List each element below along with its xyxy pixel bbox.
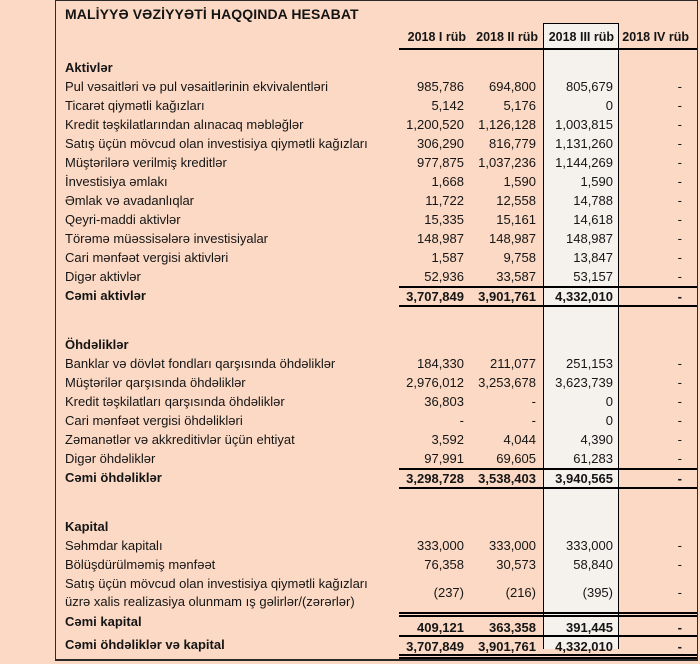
value-cell: 3,538,403 (478, 471, 536, 486)
value-cell: 61,283 (573, 451, 613, 466)
table-row (56, 229, 697, 248)
row-label: Törəmə müəssisələrə investisiyalar (65, 231, 269, 246)
row-label (56, 574, 399, 612)
value-cell: 11,722 (425, 193, 464, 208)
value-cell: 333,000 (489, 538, 536, 553)
value-cell: 251,153 (566, 356, 613, 371)
table-row (56, 153, 697, 172)
value-cell: - (677, 471, 682, 486)
value-cell: 409,121 (417, 620, 464, 635)
table-row (56, 134, 697, 153)
value-cell: - (677, 98, 682, 113)
value-cell: 977,875 (417, 155, 464, 170)
value-cell: 5,142 (431, 98, 464, 113)
value-cell: 58,840 (573, 557, 613, 572)
row-values (399, 248, 697, 267)
value-cell: 97,991 (424, 451, 464, 466)
row-values (399, 286, 697, 307)
column-header: 2018 II rüb (476, 30, 538, 44)
table-row (56, 392, 697, 411)
table-row (56, 574, 697, 612)
value-cell: (216) (505, 585, 536, 600)
column-header: 2018 III rüb (548, 30, 614, 44)
value-cell: 4,332,010 (555, 289, 613, 304)
row-label: İnvestisiya əmlakı (65, 174, 168, 189)
section-heading (56, 335, 697, 354)
section-total-row (56, 612, 697, 635)
report-title: MALİYYƏ VƏZİYYƏTİ HAQQINDA HESABAT (65, 6, 359, 22)
section-spacer (56, 50, 697, 58)
grand-total-label: Cəmi öhdəliklər və kapital (65, 637, 225, 652)
value-cell: 805,679 (566, 79, 613, 94)
row-label: Satış üçün mövcud olan investisiya qiymətli kağızları (65, 136, 368, 151)
value-cell: - (677, 269, 682, 284)
value-cell: 1,587 (431, 250, 464, 265)
value-cell (471, 517, 543, 536)
value-cell: 3,298,728 (406, 471, 464, 486)
value-cell (399, 517, 471, 536)
section-heading (56, 58, 697, 77)
column-header: 2018 IV rüb (622, 30, 689, 44)
table-row (56, 373, 697, 392)
value-cell: 3,592 (431, 432, 464, 447)
row-values (399, 115, 697, 134)
value-cell: 15,335 (424, 212, 464, 227)
row-label: Pul vəsaitləri və pul vəsaitlərinin ekvivalentləri (65, 79, 329, 94)
row-values (399, 191, 697, 210)
row-values (399, 210, 697, 229)
value-cell: 333,000 (566, 538, 613, 553)
row-values (399, 430, 697, 449)
value-cell: 3,707,849 (406, 289, 464, 304)
row-values (399, 449, 697, 468)
total-label: Cəmi öhdəliklər (65, 470, 162, 485)
value-cell: 4,044 (503, 432, 536, 447)
value-cell: 14,618 (573, 212, 613, 227)
row-label: Kredit təşkilatları qarşısında öhdəliklər (65, 394, 285, 409)
value-cell: - (677, 231, 682, 246)
value-cell (399, 335, 471, 354)
table-row (56, 536, 697, 555)
value-cell: - (677, 375, 682, 390)
table-row (56, 172, 697, 191)
value-cell: 1,131,260 (555, 136, 613, 151)
value-cell: - (677, 136, 682, 151)
row-values (399, 77, 697, 96)
value-cell: 211,077 (489, 356, 536, 371)
section-total-row (56, 468, 697, 489)
section-heading-label: Kapital (65, 519, 109, 534)
value-cell: 1,200,520 (406, 117, 464, 132)
value-cell (543, 335, 619, 354)
row-values (399, 229, 697, 248)
row-values (399, 267, 697, 286)
value-cell: 148,987 (566, 231, 613, 246)
value-cell: - (677, 155, 682, 170)
value-cell (399, 58, 471, 77)
value-cell: - (677, 250, 682, 265)
row-label: Müştərilərə verilmiş kreditlər (65, 155, 227, 170)
value-cell: 5,176 (503, 98, 536, 113)
value-cell: 3,707,849 (406, 639, 464, 654)
value-cell: 53,157 (573, 269, 613, 284)
value-cell: - (677, 212, 682, 227)
value-cell: 15,161 (496, 212, 536, 227)
value-cell: - (677, 193, 682, 208)
section-heading-label: Öhdəliklər (65, 337, 129, 352)
value-cell: 12,558 (496, 193, 536, 208)
section-spacer (56, 307, 697, 335)
row-values (399, 612, 697, 635)
section-total-row (56, 286, 697, 307)
value-cell: 0 (605, 98, 613, 113)
table-row (56, 115, 697, 134)
value-cell: 76,358 (424, 557, 464, 572)
value-cell: 3,901,761 (478, 289, 536, 304)
value-cell: 13,847 (573, 250, 613, 265)
row-label: Banklar və dövlət fondları qarşısında öhdəliklər (65, 356, 336, 371)
value-cell: 69,605 (496, 451, 536, 466)
header-row (56, 26, 697, 50)
value-cell: 4,332,010 (555, 639, 613, 654)
row-label-line1: Satış üçün mövcud olan investisiya qiymətli kağızları (65, 576, 368, 591)
value-cell: 363,358 (489, 620, 536, 635)
table-row (56, 248, 697, 267)
value-cell: - (677, 451, 682, 466)
row-label: Bölüşdürülməmiş mənfəət (65, 557, 216, 572)
table-row (56, 267, 697, 286)
value-cell: 694,800 (489, 79, 536, 94)
table-row (56, 354, 697, 373)
column-header: 2018 I rüb (407, 30, 466, 44)
row-values (399, 96, 697, 115)
value-cell: 0 (605, 394, 613, 409)
header-label-spacer (56, 26, 399, 50)
section-heading (56, 517, 697, 536)
value-cell: - (677, 79, 682, 94)
total-label: Cəmi aktivlər (65, 288, 146, 303)
table-body (56, 50, 697, 659)
row-values (399, 172, 697, 191)
row-values (399, 373, 697, 392)
row-values (399, 134, 697, 153)
value-cell (619, 335, 697, 354)
value-cell: - (677, 174, 682, 189)
row-values (399, 392, 697, 411)
value-cell: - (677, 356, 682, 371)
financial-statement-sheet (55, 0, 698, 661)
value-cell: 3,901,761 (478, 639, 536, 654)
table-row (56, 191, 697, 210)
value-cell: 148,987 (489, 231, 536, 246)
value-cell: 9,758 (503, 250, 536, 265)
row-values (399, 335, 697, 354)
value-cell: 1,126,128 (478, 117, 536, 132)
value-cell: 3,623,739 (555, 375, 613, 390)
row-label: Əmlak və avadanlıqlar (65, 193, 195, 208)
value-cell: 0 (605, 413, 613, 428)
value-cell: - (677, 117, 682, 132)
table-row (56, 555, 697, 574)
row-label: Cari mənfəət vergisi öhdəlikləri (65, 413, 243, 428)
row-values (399, 635, 697, 659)
value-cell (543, 517, 619, 536)
value-cell (471, 58, 543, 77)
row-label: Ticarət qiymətli kağızları (65, 98, 205, 113)
value-cell: - (531, 413, 536, 428)
table-row (56, 449, 697, 468)
total-label: Cəmi kapital (65, 614, 142, 629)
row-values (399, 354, 697, 373)
value-cell (619, 58, 697, 77)
value-cell: 1,037,236 (478, 155, 536, 170)
table-row (56, 210, 697, 229)
value-cell: - (459, 413, 464, 428)
section-heading-label: Aktivlər (65, 60, 113, 75)
row-values (399, 536, 697, 555)
value-cell: 1,590 (503, 174, 536, 189)
row-label: Cari mənfəət vergisi aktivləri (65, 250, 229, 265)
value-cell: 14,788 (573, 193, 613, 208)
row-label: Zəmanətlər və akkreditivlər üçün ehtiyat (65, 432, 295, 447)
value-cell: - (677, 432, 682, 447)
table-row (56, 430, 697, 449)
row-values (399, 153, 697, 172)
row-values (399, 574, 697, 612)
value-cell: 816,779 (489, 136, 536, 151)
value-cell: - (677, 289, 682, 304)
value-cell: 391,445 (566, 620, 613, 635)
value-cell: 30,573 (496, 557, 536, 572)
row-label: Qeyri-maddi aktivlər (65, 212, 181, 227)
value-cell: 3,940,565 (555, 471, 613, 486)
value-cell: 1,590 (580, 174, 613, 189)
row-label: Kredit təşkilatlarından alınacaq məbləğlər (65, 117, 304, 132)
table-row (56, 96, 697, 115)
value-cell: (395) (582, 585, 613, 600)
value-cell: 306,290 (417, 136, 464, 151)
section-spacer (56, 489, 697, 517)
value-cell: - (677, 538, 682, 553)
value-cell: 1,668 (431, 174, 464, 189)
value-cell: 4,390 (580, 432, 613, 447)
value-cell: (237) (433, 585, 464, 600)
row-values (399, 517, 697, 536)
row-label: Digər aktivlər (65, 269, 141, 284)
column-headers (399, 26, 697, 50)
value-cell: 33,587 (496, 269, 536, 284)
value-cell: 52,936 (424, 269, 464, 284)
value-cell: 3,253,678 (478, 375, 536, 390)
value-cell: 148,987 (417, 231, 464, 246)
row-values (399, 411, 697, 430)
row-values (399, 58, 697, 77)
row-label-line2: üzrə xalis realizasiya olunmam ış gəlirlər/(zərərlər) (65, 594, 355, 609)
value-cell: - (531, 394, 536, 409)
value-cell: 985,786 (417, 79, 464, 94)
table-content (56, 1, 697, 659)
value-cell: - (677, 639, 682, 654)
row-values (399, 468, 697, 489)
value-cell (471, 335, 543, 354)
table-row (56, 77, 697, 96)
row-label: Müştərilər qarşısında öhdəliklər (65, 375, 246, 390)
value-cell (619, 517, 697, 536)
value-cell: 184,330 (417, 356, 464, 371)
value-cell: - (677, 585, 682, 600)
value-cell: - (677, 620, 682, 635)
grand-total-row (56, 635, 697, 659)
value-cell: 36,803 (424, 394, 464, 409)
value-cell: 1,003,815 (555, 117, 613, 132)
value-cell (543, 58, 619, 77)
row-values (399, 555, 697, 574)
value-cell: - (677, 394, 682, 409)
table-row (56, 411, 697, 430)
value-cell: - (677, 557, 682, 572)
value-cell: 333,000 (417, 538, 464, 553)
row-label: Digər öhdəliklər (65, 451, 156, 466)
value-cell: 1,144,269 (555, 155, 613, 170)
row-label: Səhmdar kapitalı (65, 538, 163, 553)
value-cell: - (677, 413, 682, 428)
value-cell: 2,976,012 (406, 375, 464, 390)
